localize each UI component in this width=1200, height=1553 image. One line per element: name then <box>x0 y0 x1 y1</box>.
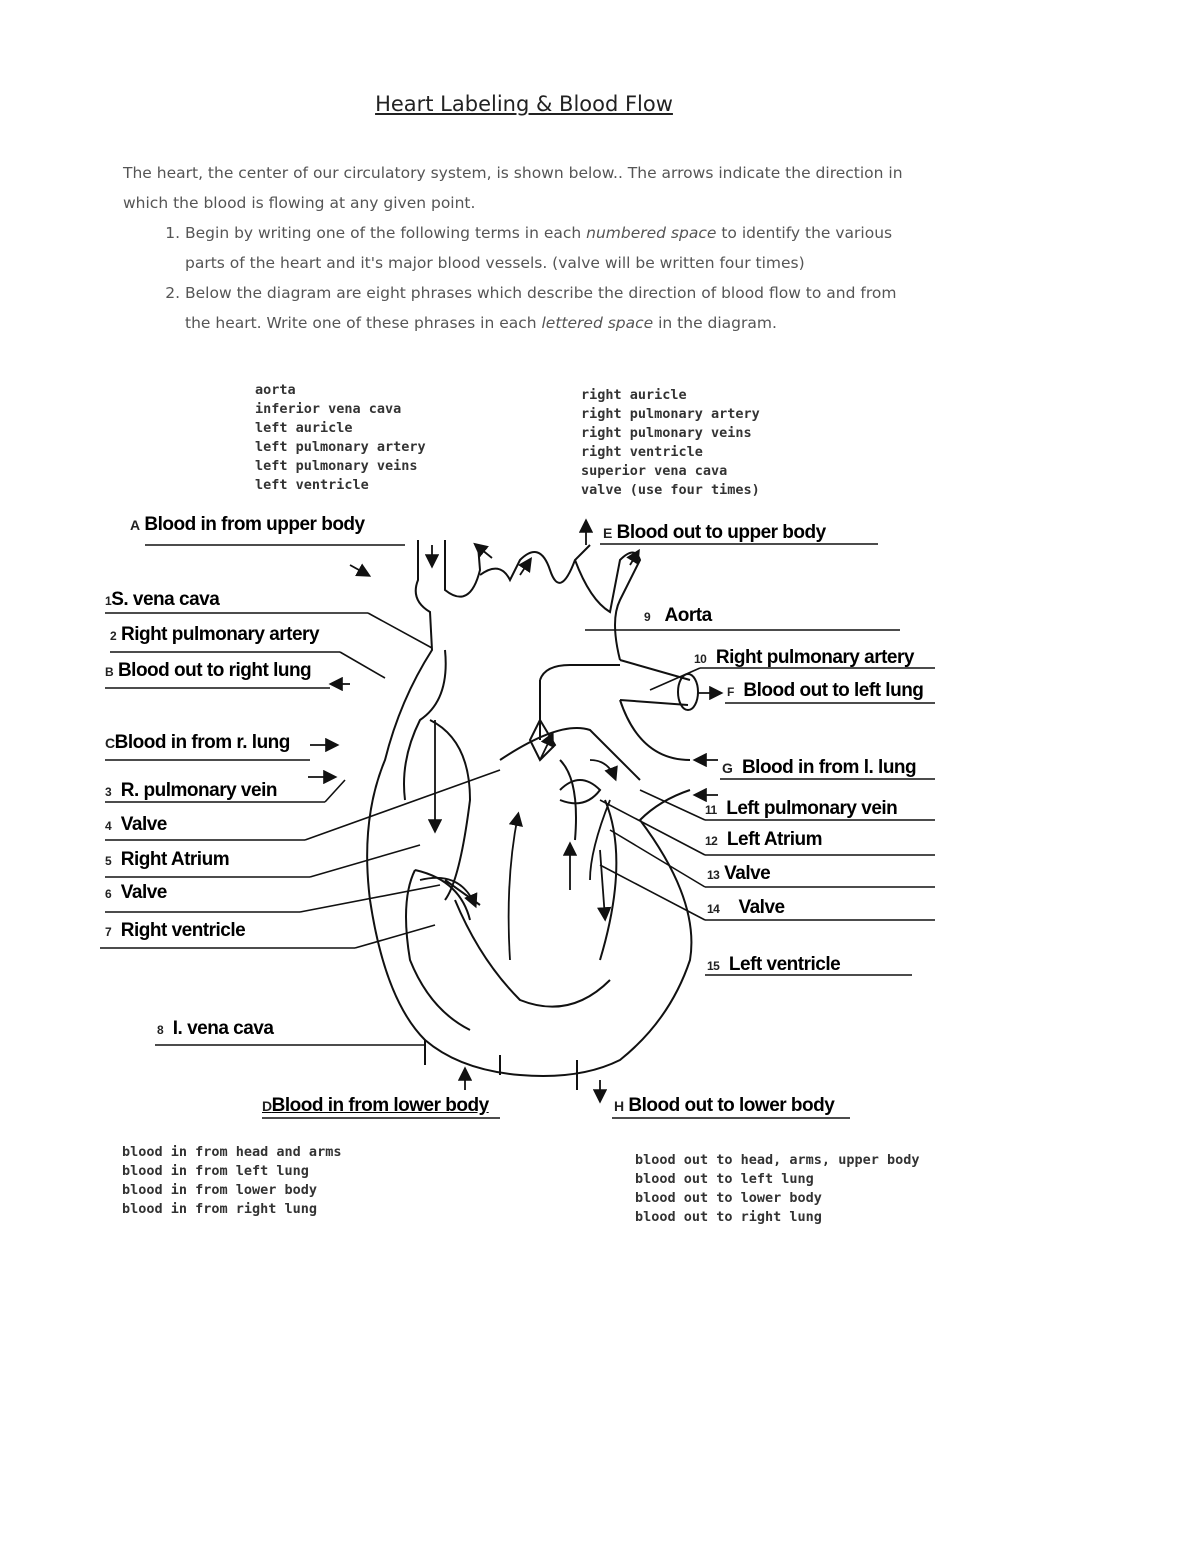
label-text: R. pulmonary vein <box>120 780 277 801</box>
label-text: Blood in from l. lung <box>741 757 917 778</box>
step1-text-end: to identify the various parts of the heart and it's major blood vessels. (valve will be written four times) <box>185 224 893 272</box>
label-text: Blood out to lower body <box>628 1095 835 1116</box>
label-text: Blood out to left lung <box>743 680 924 701</box>
term: right ventricle <box>581 444 703 460</box>
term: valve (use four times) <box>581 482 760 498</box>
term: left pulmonary veins <box>255 458 418 474</box>
label-key: 2 <box>110 629 117 643</box>
phrase: blood out to lower body <box>635 1190 822 1206</box>
phrase: blood out to head, arms, upper body <box>635 1152 920 1168</box>
label-key: 13 <box>707 868 720 882</box>
label-D <box>262 1095 489 1117</box>
label-text: Right pulmonary artery <box>120 624 320 645</box>
term: right pulmonary veins <box>581 425 752 441</box>
label-4 <box>105 814 167 836</box>
term: right auricle <box>581 387 687 403</box>
label-key: E <box>603 525 612 541</box>
label-text: Left pulmonary vein <box>726 798 898 819</box>
label-text: Blood out to upper body <box>616 522 826 543</box>
label-C <box>105 732 290 754</box>
label-key: 4 <box>105 819 112 833</box>
label-key: A <box>130 517 140 533</box>
label-key: 7 <box>105 925 112 939</box>
phrase: blood out to right lung <box>635 1209 822 1225</box>
label-text: Blood in from r. lung <box>114 732 290 753</box>
label-text: Left ventricle <box>728 954 841 975</box>
label-E <box>603 522 826 544</box>
label-text: Blood out to right lung <box>117 660 312 681</box>
label-15 <box>707 954 840 976</box>
label-key: B <box>105 665 114 679</box>
label-text: S. vena cava <box>111 589 220 610</box>
step2-text-end: in the diagram. <box>653 314 777 332</box>
label-key: 8 <box>157 1023 164 1037</box>
step2-text: Below the diagram are eight phrases which describe the direction of blood flow to and from the heart. Write one of these phrases in each <box>185 284 897 332</box>
label-B <box>105 660 311 682</box>
step1-text: Begin by writing one of the following terms in each <box>185 224 587 242</box>
label-text: Right pulmonary artery <box>715 647 914 668</box>
label-key: 10 <box>694 652 707 666</box>
term: aorta <box>255 382 296 398</box>
term: left pulmonary artery <box>255 439 426 455</box>
phrase-bank-out <box>635 1151 919 1227</box>
label-key: G <box>722 760 733 776</box>
label-F <box>727 680 923 702</box>
label-key: 5 <box>105 854 112 868</box>
label-1 <box>105 589 219 611</box>
label-H <box>614 1095 834 1117</box>
label-key: 15 <box>707 959 720 973</box>
term: right pulmonary artery <box>581 406 760 422</box>
label-key: 3 <box>105 785 112 799</box>
label-key: F <box>727 685 734 699</box>
intro-paragraph: The heart, the center of our circulatory system, is shown below.. The arrows indicate the direction in which the blood is flowing at any given point. <box>123 164 903 212</box>
label-8 <box>157 1018 273 1040</box>
phrase: blood out to left lung <box>635 1171 814 1187</box>
step2-emphasis: lettered space <box>541 314 654 332</box>
label-key: 11 <box>705 803 717 817</box>
phrase: blood in from lower body <box>122 1182 318 1198</box>
label-text: Right ventricle <box>120 920 246 941</box>
term: superior vena cava <box>581 463 728 479</box>
label-text: Aorta <box>664 605 712 626</box>
label-6 <box>105 882 167 904</box>
term: left auricle <box>255 420 353 436</box>
step1-emphasis: numbered space <box>586 224 717 242</box>
label-text: Valve <box>724 863 771 884</box>
phrase-bank-in <box>122 1143 341 1219</box>
label-G <box>722 757 916 779</box>
label-3 <box>105 780 277 802</box>
phrase: blood in from left lung <box>122 1163 309 1179</box>
label-key: H <box>614 1098 624 1114</box>
page-title: Heart Labeling & Blood Flow <box>375 92 673 116</box>
label-14 <box>707 897 785 919</box>
label-text: Valve <box>120 882 167 903</box>
term: left ventricle <box>255 477 369 493</box>
label-9 <box>644 605 712 627</box>
label-7 <box>105 920 245 942</box>
label-text: Blood in from upper body <box>144 514 365 535</box>
label-key: 1 <box>105 594 112 608</box>
label-A <box>130 514 365 536</box>
label-text: Right Atrium <box>120 849 230 870</box>
label-text: Valve <box>738 897 785 918</box>
label-10 <box>694 647 914 669</box>
label-2 <box>110 624 319 646</box>
label-key: C <box>105 735 115 751</box>
phrase: blood in from right lung <box>122 1201 318 1217</box>
label-5 <box>105 849 229 871</box>
label-key: 6 <box>105 887 112 901</box>
label-12 <box>705 829 822 851</box>
label-text: Blood in from lower body <box>271 1095 489 1116</box>
label-11 <box>705 798 897 820</box>
label-key: 12 <box>705 834 718 848</box>
label-text: Valve <box>120 814 167 835</box>
label-text: I. vena cava <box>172 1018 274 1039</box>
phrase: blood in from head and arms <box>122 1144 342 1160</box>
label-text: Left Atrium <box>726 829 823 850</box>
label-key: D <box>262 1098 272 1114</box>
label-key: 14 <box>707 902 720 916</box>
term: inferior vena cava <box>255 401 402 417</box>
label-key: 9 <box>644 610 651 624</box>
label-13 <box>707 863 770 885</box>
